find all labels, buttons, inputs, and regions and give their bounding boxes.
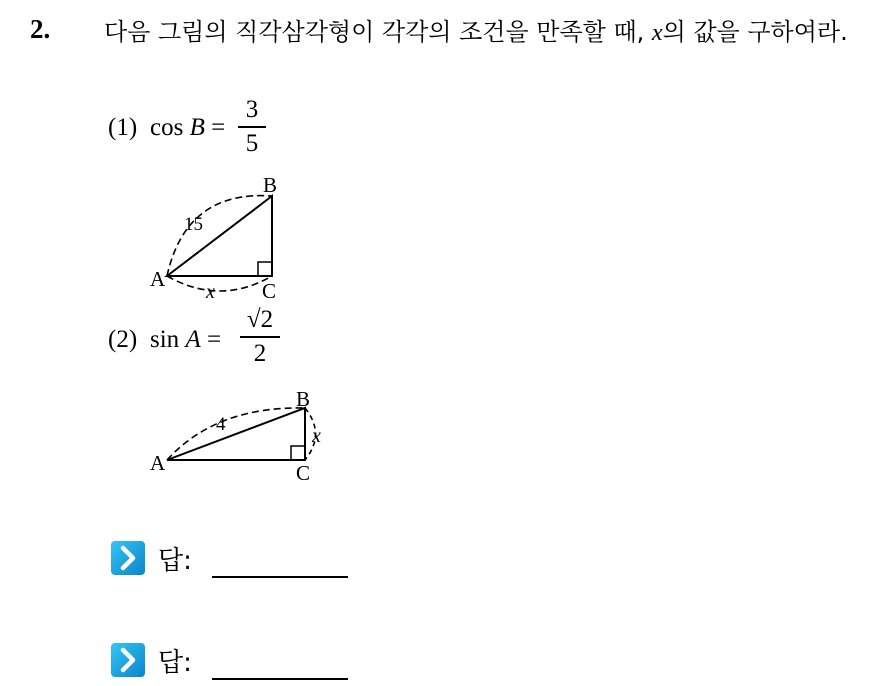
part-2-vertex-a: A xyxy=(150,451,166,475)
question-text-before: 다음 그림의 직각삼각형이 각각의 조건을 만족할 때, xyxy=(104,18,652,46)
part-1-angle: B xyxy=(189,114,205,141)
part-2-vertex-c: C xyxy=(296,461,311,485)
part-2-numerator: √2 xyxy=(246,306,274,333)
part-2-hypotenuse-label: 4 xyxy=(216,414,226,435)
part-1-vertex-c: C xyxy=(262,279,277,303)
answer-1-blank[interactable] xyxy=(212,576,348,578)
question-text xyxy=(104,14,874,51)
part-1-hypotenuse-label: 15 xyxy=(184,214,203,235)
part-1-function: cos xyxy=(150,114,184,141)
part-2-fraction xyxy=(240,306,280,368)
answer-1 xyxy=(110,540,360,580)
answer-2-blank[interactable] xyxy=(212,678,348,680)
part-2-angle: A xyxy=(185,326,201,353)
part-2-triangle-diagram xyxy=(140,380,340,490)
part-1-fraction xyxy=(238,96,266,158)
answer-1-label: 답: xyxy=(158,546,192,576)
part-1-base-label: x xyxy=(206,281,215,303)
question-variable: x xyxy=(651,20,663,46)
part-2-height-label: x xyxy=(312,425,321,447)
part-2-function: sin xyxy=(150,326,180,353)
chevron-right-icon xyxy=(110,540,146,576)
part-2-expression xyxy=(150,326,221,354)
question-text-after: 의 값을 구하여라. xyxy=(662,18,848,46)
part-1-fraction-bar xyxy=(238,126,266,128)
part-2-fraction-bar xyxy=(240,336,280,338)
part-1-numerator: 3 xyxy=(245,96,259,123)
part-2-vertex-b: B xyxy=(296,387,311,411)
question-number: 2. xyxy=(30,14,51,44)
answer-2-label: 답: xyxy=(158,648,192,678)
part-1-denominator: 5 xyxy=(245,130,259,157)
part-1-vertex-b: B xyxy=(263,173,278,197)
part-1-equals: = xyxy=(211,114,226,141)
answer-2 xyxy=(110,642,360,682)
part-1-number: (1) xyxy=(108,114,138,141)
part-2-equals: = xyxy=(206,326,222,353)
part-1-vertex-a: A xyxy=(150,267,166,291)
chevron-right-icon xyxy=(110,642,146,678)
part-2-condition xyxy=(108,326,368,366)
part-2-denominator: 2 xyxy=(253,340,267,367)
part-1-expression xyxy=(150,114,225,142)
part-2-number: (2) xyxy=(108,326,138,353)
part-1-triangle-diagram xyxy=(140,170,300,305)
